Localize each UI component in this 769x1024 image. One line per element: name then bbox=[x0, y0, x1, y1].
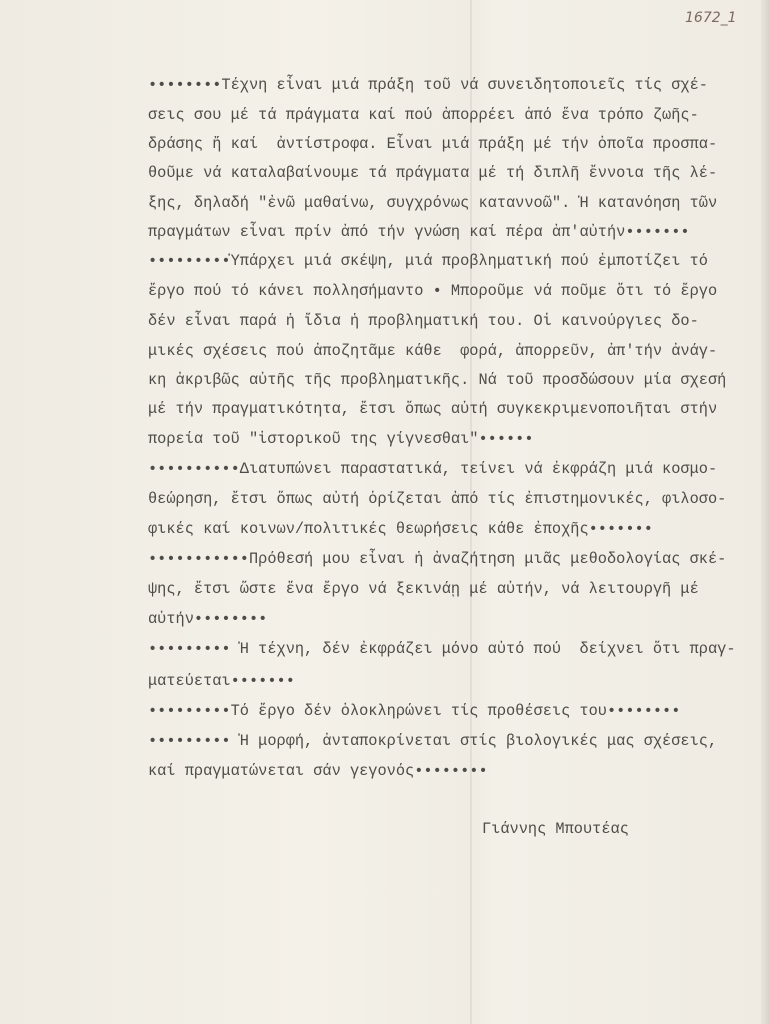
text-line: •••••••••••Πρόθεσή μου εἶναι ἡ ἀναζήτηση μιᾶς μεθοδολογίας σκέ- bbox=[148, 550, 727, 568]
text-line: μικές σχέσεις πού ἀποζητᾶμε κάθε φορά, ἀπορρεῦν, ἀπ'τήν ἀνάγ- bbox=[148, 342, 718, 360]
text-line: ψης, ἔτσι ὥστε ἕνα ἔργο νά ξεκινάῃ μέ αὐτήν, νά λειτουργῆ μέ bbox=[148, 580, 699, 598]
text-line: •••••••••Τό ἔργο δέν ὁλοκληρώνει τίς προθέσεις του•••••••• bbox=[148, 702, 681, 720]
text-line: θοῦμε νά καταλαβαίνουμε τά πράγματα μέ τή διπλῆ ἔννοια τῆς λέ- bbox=[148, 164, 718, 182]
text-line: ••••••••• Ἡ μορφή, ἀνταποκρίνεται στίς βιολογικές μας σχέσεις, bbox=[148, 732, 718, 750]
text-line: αὐτήν•••••••• bbox=[148, 610, 268, 628]
text-line: ••••••••• Ἡ τέχνη, δέν ἐκφράζει μόνο αὐτό πού δείχνει ὅτι πραγ- bbox=[148, 640, 736, 658]
text-line: μέ τήν πραγματικότητα, ἔτσι ὅπως αὐτή συγκεκριμενοποιῆται στήν bbox=[148, 400, 718, 418]
text-line: ••••••••••Διατυπώνει παραστατικά, τείνει νά ἐκφράζη μιά κοσμο- bbox=[148, 460, 718, 478]
text-line: ξης, δηλαδή "ἐνῶ μαθαίνω, συγχρόνως καταννοῶ". Ἡ κατανόηση τῶν bbox=[148, 194, 718, 212]
text-line: σεις σου μέ τά πράγματα καί πού ἀπορρέει ἀπό ἕνα τρόπο ζωῆς- bbox=[148, 106, 699, 124]
text-line: πορεία τοῦ "ἱστορικοῦ της γίγνεσθαι"•••••• bbox=[148, 430, 534, 448]
text-line: •••••••••Ὑπάρχει μιά σκέψη, μιά προβληματική πού ἐμποτίζει τό bbox=[148, 252, 708, 270]
text-line: ματεύεται••••••• bbox=[148, 672, 295, 690]
signature-name: Γιάννης Μπουτέας bbox=[482, 820, 629, 838]
text-line: δράσης ἤ καί ἀντίστροφα. Εἶναι μιά πράξη μέ τήν ὁποῖα προσπα- bbox=[148, 135, 718, 153]
paper-edge bbox=[761, 0, 769, 1024]
text-line: ἔργο πού τό κάνει πολλησήμαντο • Μποροῦμε νά ποῦμε ὅτι τό ἔργο bbox=[148, 282, 718, 300]
archive-reference-number: 1672_1 bbox=[685, 10, 737, 26]
text-line: πραγμάτων εἶναι πρίν ἀπό τήν γνώση καί πέρα ἀπ'αὐτήν••••••• bbox=[148, 223, 690, 241]
text-line: θεώρηση, ἔτσι ὅπως αὐτή ὁρίζεται ἀπό τίς ἐπιστημονικές, φιλοσο- bbox=[148, 490, 727, 508]
text-line: ••••••••Τέχνη εἶναι μιά πράξη τοῦ νά συνειδητοποιεῖς τίς σχέ- bbox=[148, 76, 708, 94]
text-line: δέν εἶναι παρά ἡ ἴδια ἡ προβληματική του. Οἱ καινούργιες δο- bbox=[148, 312, 699, 330]
text-line: καί πραγματώνεται σάν γεγονός•••••••• bbox=[148, 762, 488, 780]
text-line: φικές καί κοινων/πολιτικές θεωρήσεις κάθε ἐποχῆς••••••• bbox=[148, 520, 653, 538]
paper-fold bbox=[470, 0, 472, 1024]
text-line: κη ἀκριβῶς αὐτῆς τῆς προβληματικῆς. Νά τοῦ προσδώσουν μία σχεσή bbox=[148, 371, 727, 389]
